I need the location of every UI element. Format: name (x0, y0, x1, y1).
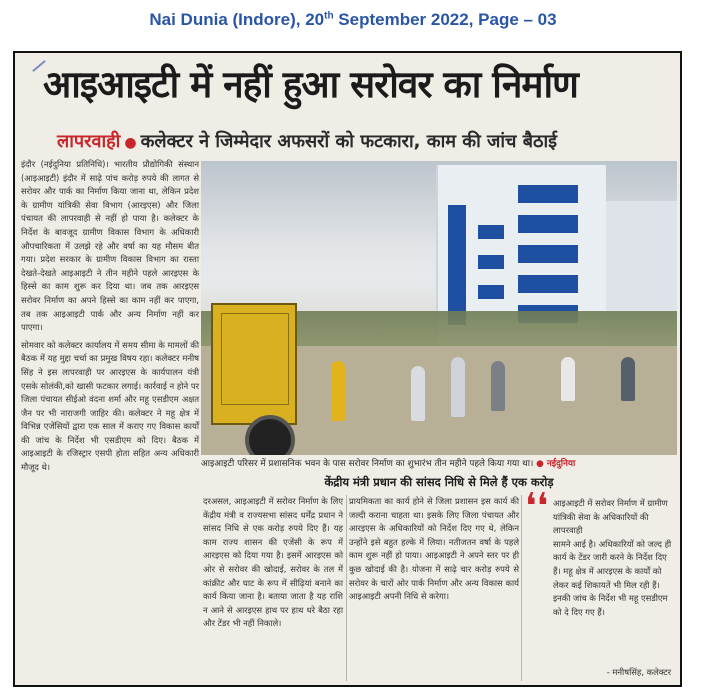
news-photo (201, 161, 677, 455)
quote-attribution: - मनीषसिंह, कलेक्टर (606, 667, 671, 677)
photo-truck (211, 303, 297, 425)
paragraph: इंदौर (नईदुनिया प्रतिनिधि)। भारतीय प्रौद्योगिकी संस्थान (आइआइटी) इंदौर में साढ़े पांच करोड़ रुपये की लागत से सरोवर और पार्क का निर्माण किया जाना था, लेकिन प्रदेश के ग्रामीण यांत्रिकी सेवा विभाग (आरइएस) और जिला पंचायत की लापरवाही से नहीं हो पाया है। कलेक्टर के निर्देश के बावजूद ग्रामीण विकास विभाग के अधिकारी औपचारिकता में उलझे रहे और वर्षा का यह मौसम बीत गया। प्रदेश सरकार के ग्रामीण विकास विभाग का रास्ता देखते-देखते आइआइटी ने तीन महीने पहले आरइएस के हिस्से का काम शुरू कर दिया था। जब तक आरइएस सरोवर निर्माण का अपने हिस्से का काम नहीं कर पाएगा, तब तक आइआइटी पार्क और अन्य निर्माण नहीं कर पाएगा। (21, 159, 199, 333)
photo-person (411, 366, 425, 421)
column-divider (521, 495, 522, 681)
photo-person (491, 361, 505, 411)
quote-body: सामने आई है। अधिकारियों को जल्द ही कार्य के टेंडर जारी करने के निर्देश दिए हैं। महू क्षेत्र में आरइएस के कार्यों को लेकर कई शिकायतें भी मिल रही हैं। इनकी जांच के निर्देश भी महू एसडीएम को दे दिए गए हैं। (553, 538, 672, 617)
photo-person (331, 361, 345, 421)
photo-caption-text: आइआइटी परिसर में प्रशासनिक भवन के पास सरोवर निर्माण का शुभारंभ तीन महीने पहले किया गया था। (201, 459, 534, 469)
article-column-3: प्रायमिकता का कार्य होने से जिला प्रशासन इस कार्य की जल्दी कराना चाहता था। इसके लिए जिला पंचायत और आरइएस के अधिकारियों को निर्देश दिए गए थे, लेकिन उन्होंने इसे बहुत हल्के में लिया। नतीजतन वर्षा के पहले काम शुरू नहीं हो पाया। आइआइटी ने अपने स्तर पर ही कुछ खोदाई की है। योजना में साढ़े चार करोड़ रुपये से सरोवर के चारों ओर पार्क निर्माण और अन्य विकास कार्य आइआइटी अपनी निधि से करेगा। (349, 496, 519, 602)
newspaper-clipping (13, 51, 682, 687)
photo-person (451, 357, 465, 417)
photo-person (621, 357, 635, 401)
strap-text: कलेक्टर ने जिम्मेदार अफसरों को फटकारा, काम की जांच बैठाई (140, 131, 557, 152)
quote-icon: ❛❛ (525, 486, 549, 527)
strap-tag: लापरवाही (57, 131, 121, 152)
photo-person (561, 357, 575, 401)
publication-header (0, 10, 706, 30)
paragraph: सोमवार को कलेक्टर कार्यालय में समय सीमा के मामलों की बैठक में यह मुद्दा चर्चा का प्रमुख विषय रहा। कलेक्टर मनीष सिंह ने इस लापरवाही पर आरइएस के कार्यपालन यंत्री एसके सोलंकी,को खासी फटकार लगाई। कार्रवाई न होने पर जिला पंचायत सीईओ वंदना शर्मा और महू एसडीएम अक्षत जैन पर भी नाराजगी जाहिर की। कलेक्टर ने महू क्षेत्र में विभिन्न एजेंसियों द्वारा एक साल में कराए गए विकास कार्यों की जांच के निर्देश भी एसडीएम को दिए। बैठक में आइआइटी के रजिस्ट्रार एसपी होता सहित अन्य अधिकारी मौजूद थे। (21, 339, 199, 473)
date-superscript: th (324, 10, 334, 22)
photo-credit: ● नईदुनिया (536, 459, 576, 469)
headline: आइआइटी में नहीं हुआ सरोवर का निर्माण (43, 63, 578, 106)
strapline (57, 129, 557, 157)
pull-quote (523, 486, 675, 683)
column-divider (346, 495, 347, 681)
article-column-1 (21, 158, 199, 678)
article-column-2: दरअसल, आइआइटी में सरोवर निर्माण के लिए केंद्रीय मंत्री व राज्यसभा सांसद धर्मेंद्र प्रधान ने सांसद निधि से एक करोड़ रुपये दिए हैं। यह काम राज्य शासन की एजेंसी के रूप में आरइएस को दिया गया है। इसमें आरइएस को ओर से सरोवर की खोदाई, सरोवर के तल में कांक्रीट और घाट के रूप में सीढ़ियां बनाने का कार्य किया जाना है। बताया जाता है यह राशि न आने से आरइएस हाथ पर हाथ धरे बैठा रहा और टेंडर भी नहीं निकाले। (203, 496, 343, 629)
quote-lead: आइआइटी में सरोवर निर्माण में ग्रामीण यांत्रिकी सेवा के अधिकारियों की लापरवाही (553, 498, 668, 536)
photo-caption (201, 455, 677, 473)
bullet-icon: ● (124, 135, 137, 151)
subheading: केंद्रीय मंत्री प्रधान की सांसद निधि से मिले हैं एक करोड़ (324, 475, 554, 489)
publication-date: September 2022, Page – 03 (333, 10, 557, 29)
quote-text (553, 497, 675, 619)
publication-name: Nai Dunia (Indore), 20 (149, 10, 325, 29)
